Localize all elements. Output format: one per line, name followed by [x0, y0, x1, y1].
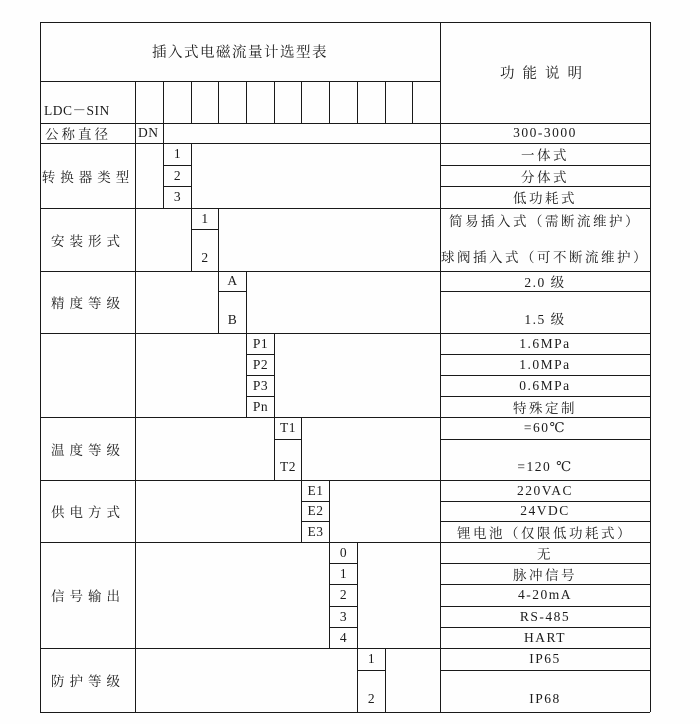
option-code: 3 [339, 608, 348, 624]
grid-line [274, 81, 275, 123]
row-label-converter-type: 转换器类型 [41, 169, 135, 185]
row-label-signal-output: 信号输出 [51, 589, 125, 604]
option-code: E2 [307, 503, 324, 518]
option-value: 无 [537, 546, 553, 562]
option-code: 1 [201, 210, 209, 226]
table-title: 插入式电磁流量计选型表 [152, 45, 328, 61]
option-value: 脉冲信号 [513, 567, 577, 583]
model-code-label: LDC－SIN [44, 103, 110, 118]
option-value: 1.0MPa [519, 356, 571, 372]
option-code: P3 [252, 377, 269, 393]
grid-line [246, 81, 247, 123]
row-label-temperature-grade: 温度等级 [51, 442, 125, 458]
option-code: E1 [307, 482, 324, 498]
option-value: 锂电池（仅限低功耗式） [457, 525, 633, 541]
option-value: 4-20mA [518, 587, 572, 602]
grid-line [357, 81, 358, 123]
option-value-dn-range: 300-3000 [513, 125, 577, 140]
option-value: 特殊定制 [513, 400, 577, 416]
option-code: 1 [173, 146, 182, 161]
option-code: 0 [339, 544, 348, 560]
grid-line [40, 712, 650, 713]
option-code: 3 [173, 189, 182, 204]
option-code: P2 [252, 356, 269, 372]
option-code: 2 [201, 250, 209, 265]
option-code: B [227, 312, 238, 327]
row-label-nominal-diameter: 公称直径 [45, 127, 111, 142]
option-code-dn: DN [138, 125, 159, 140]
grid-line [218, 81, 219, 123]
grid-line [301, 81, 302, 123]
option-code: 2 [367, 691, 376, 706]
option-value: RS-485 [519, 608, 571, 624]
option-code: 4 [339, 629, 348, 645]
grid-line [329, 81, 330, 123]
option-value: 分体式 [521, 169, 569, 185]
grid-line [650, 22, 651, 712]
option-value: IP68 [529, 691, 561, 706]
grid-line [412, 81, 413, 123]
row-label-installation-form: 安装形式 [51, 233, 125, 249]
option-value: IP65 [529, 651, 561, 666]
grid-line [385, 648, 386, 712]
option-code: 2 [339, 587, 348, 602]
option-value: 1.5 级 [524, 312, 566, 327]
option-value: 220VAC [516, 482, 573, 498]
row-label-pressure-grade [41, 333, 135, 417]
option-value: 低功耗式 [513, 191, 577, 206]
option-value: =120 ℃ [517, 459, 573, 474]
option-code: 1 [339, 565, 348, 581]
option-value: HART [524, 629, 566, 645]
option-value: 24VDC [520, 503, 570, 518]
option-value-merged [441, 208, 649, 271]
row-label-accuracy-grade: 精度等级 [51, 296, 125, 311]
grid-line [191, 81, 192, 123]
option-code: Pn [252, 398, 269, 414]
option-code: 1 [367, 651, 376, 666]
option-code: T2 [280, 459, 296, 474]
option-value: 0.6MPa [519, 377, 571, 393]
row-label-power-supply: 供电方式 [51, 505, 125, 520]
option-value: =60℃ [523, 420, 567, 435]
function-description-header: 功能说明 [500, 66, 590, 82]
option-code: E3 [307, 523, 324, 539]
option-value: 简易插入式（需断流维护） [449, 214, 641, 229]
option-value: 2.0 级 [524, 275, 566, 290]
grid-line [135, 81, 136, 712]
option-value: 球阀插入式（可不断流维护） [441, 250, 649, 265]
option-value: 一体式 [521, 148, 569, 163]
option-value: 1.6MPa [519, 335, 571, 351]
row-label-protection-grade: 防护等级 [51, 674, 125, 689]
option-code: T1 [280, 420, 296, 435]
option-code: A [227, 273, 238, 288]
grid-line [385, 81, 386, 123]
option-code: P1 [252, 335, 269, 351]
option-code: 2 [173, 167, 182, 183]
